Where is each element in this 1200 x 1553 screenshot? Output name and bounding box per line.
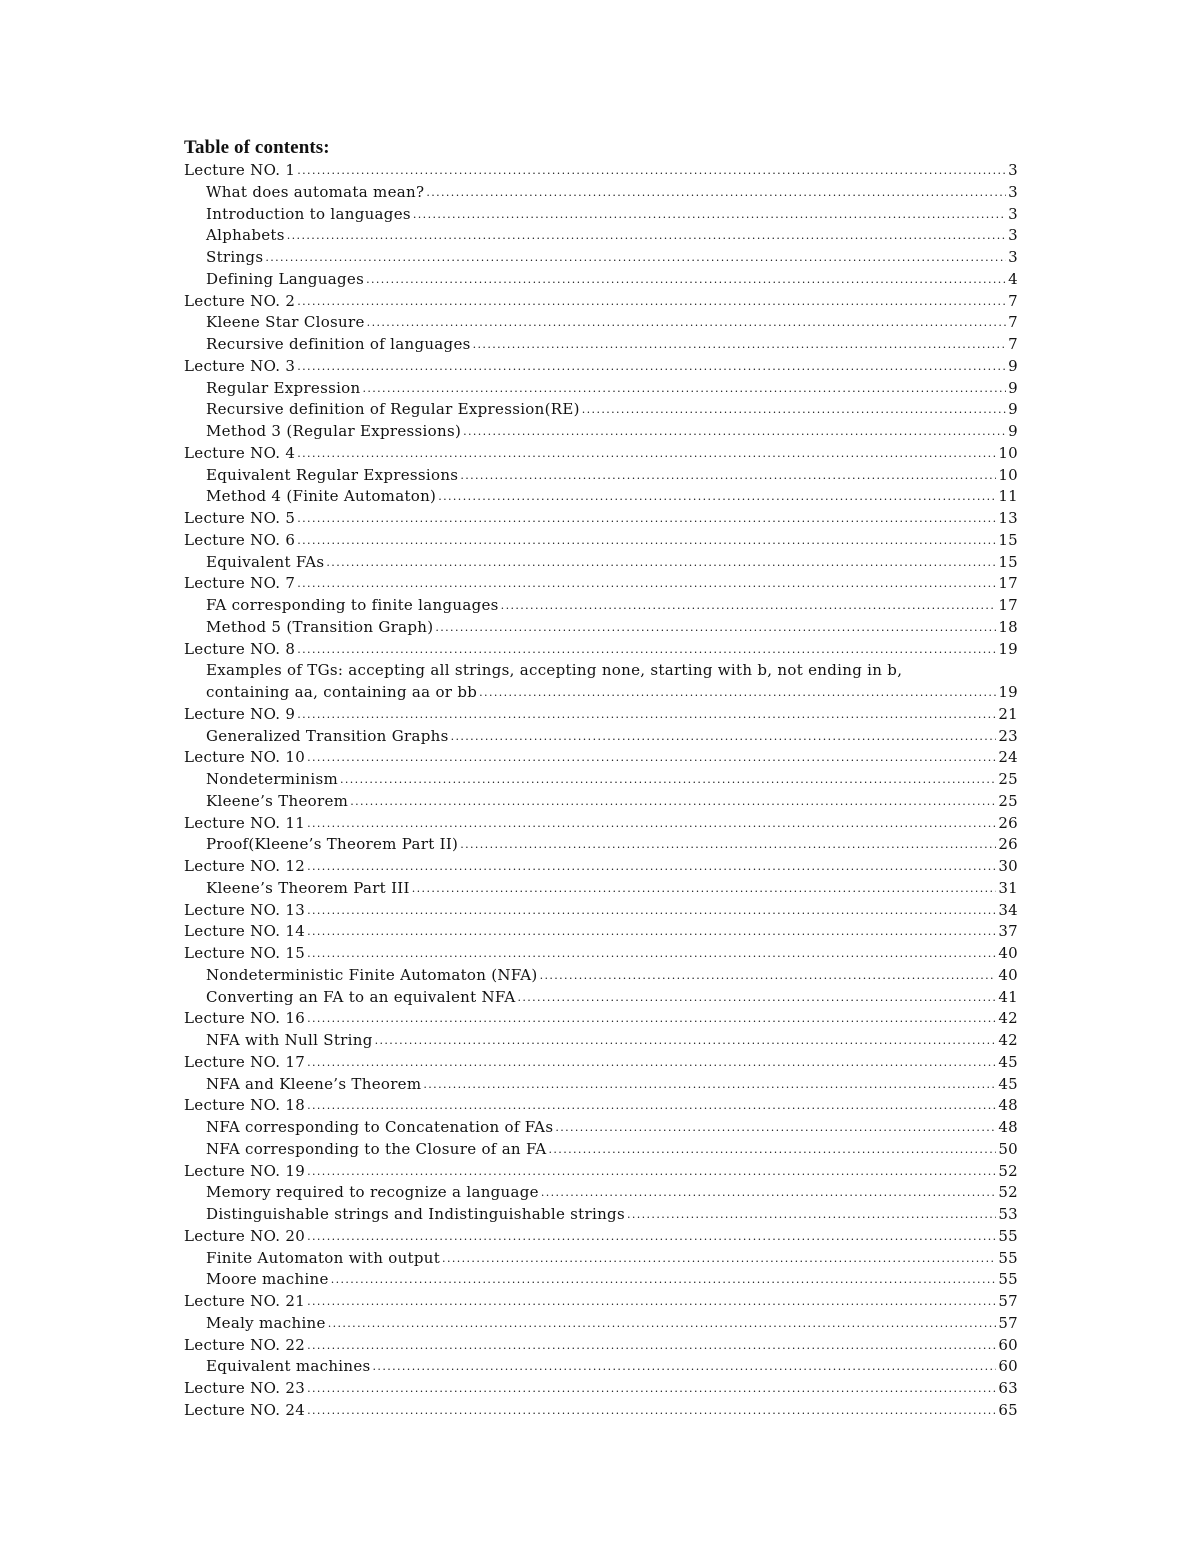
toc-entry-lecture[interactable]: [184, 943, 1018, 965]
toc-entry-label-continued: containing aa, containing aa or bb: [206, 683, 478, 701]
toc-entry-subsection[interactable]: [184, 1204, 1018, 1226]
toc-page-number: 17: [998, 574, 1018, 593]
toc-page-number: 10: [998, 443, 1018, 462]
toc-entry-lecture[interactable]: [184, 704, 1018, 726]
toc-entry-lecture[interactable]: [184, 1291, 1018, 1313]
toc-page-number: 24: [998, 748, 1018, 767]
toc-page-number: 52: [998, 1183, 1018, 1202]
toc-entry-label: Lecture NO. 24: [184, 1400, 306, 1419]
dot-leader: [463, 420, 1006, 443]
dot-leader: [367, 311, 1006, 334]
dot-leader: [297, 159, 1006, 182]
toc-entry-subsection[interactable]: [184, 769, 1018, 791]
toc-page-number: 9: [1008, 378, 1018, 397]
toc-entry-lecture[interactable]: [184, 1161, 1018, 1183]
toc-entry-lecture[interactable]: [184, 921, 1018, 943]
toc-entry-label: Lecture NO. 16: [184, 1009, 306, 1028]
toc-page-number: 65: [998, 1400, 1018, 1419]
toc-entry-lecture[interactable]: [184, 160, 1018, 182]
toc-entry-label: Lecture NO. 2: [184, 291, 296, 310]
dot-leader: [473, 333, 1007, 356]
dot-leader: [362, 377, 1006, 400]
dot-leader: [307, 1007, 996, 1030]
toc-page-number: 40: [998, 944, 1018, 962]
toc-entry-lecture[interactable]: [184, 1095, 1018, 1117]
toc-page-number: 3: [1008, 204, 1018, 223]
toc-entry-subsection[interactable]: [184, 791, 1018, 813]
toc-entry-subsection[interactable]: [184, 421, 1018, 443]
document-page: [184, 136, 1018, 1422]
toc-entry-label: Alphabets: [206, 226, 285, 245]
toc-page-number: 60: [998, 1357, 1018, 1376]
dot-leader: [307, 920, 996, 943]
toc-entry-label: Lecture NO. 9: [184, 704, 296, 723]
toc-page-number: 3: [1008, 248, 1018, 266]
dot-leader: [307, 1290, 996, 1313]
dot-leader: [307, 1399, 996, 1422]
dot-leader: [366, 268, 1006, 291]
dot-leader: [287, 224, 1006, 247]
toc-entry-label: Nondeterministic Finite Automaton (NFA): [206, 965, 538, 984]
toc-entry-subsection[interactable]: [184, 552, 1018, 574]
toc-entry-subsection[interactable]: [184, 617, 1018, 639]
toc-page-number: 55: [998, 1226, 1018, 1245]
toc-page-number: 60: [998, 1335, 1018, 1354]
toc-page-number: 7: [1008, 335, 1018, 353]
toc-page-number: 63: [998, 1379, 1018, 1397]
toc-title: Table of contents:: [184, 137, 330, 158]
toc-page-number: 31: [998, 878, 1018, 897]
toc-entry-label: Lecture NO. 5: [184, 509, 296, 527]
dot-leader: [307, 899, 996, 922]
toc-entry-subsection[interactable]: [184, 378, 1018, 400]
toc-page-number: 3: [1008, 226, 1018, 245]
toc-entry-label: Lecture NO. 6: [184, 530, 296, 549]
toc-entry-lecture[interactable]: [184, 573, 1018, 595]
toc-entry-lecture[interactable]: [184, 1378, 1018, 1400]
toc-entry-lecture[interactable]: [184, 356, 1018, 378]
toc-entry-label: NFA and Kleene’s Theorem: [206, 1074, 422, 1093]
toc-page-number: 25: [998, 791, 1018, 810]
dot-leader: [265, 246, 1006, 269]
toc-entry-label: Lecture NO. 14: [184, 922, 306, 941]
dot-leader: [307, 1094, 996, 1117]
dot-leader: [540, 964, 997, 987]
dot-leader: [375, 1029, 997, 1052]
toc-page-number: 52: [998, 1161, 1018, 1180]
toc-entry-label: Memory required to recognize a language: [206, 1183, 539, 1202]
toc-entry-label: Equivalent machines: [206, 1357, 371, 1376]
toc-entry-label: Generalized Transition Graphs: [206, 726, 449, 745]
toc-entry-label: Lecture NO. 19: [184, 1161, 306, 1180]
toc-entry-subsection[interactable]: [184, 660, 1018, 704]
toc-entry-label: Method 5 (Transition Graph): [206, 617, 434, 636]
toc-page-number: 50: [998, 1139, 1018, 1158]
dot-leader: [479, 681, 996, 704]
toc-page-number: 13: [998, 509, 1018, 527]
toc-entry-subsection[interactable]: [184, 225, 1018, 247]
toc-page-number: 53: [998, 1205, 1018, 1223]
toc-entry-label: Equivalent FAs: [206, 552, 325, 571]
toc-entry-subsection[interactable]: [184, 595, 1018, 617]
toc-entry-subsection[interactable]: [184, 334, 1018, 356]
toc-entry-subsection[interactable]: [184, 878, 1018, 900]
toc-entry-label: Lecture NO. 3: [184, 356, 296, 375]
dot-leader: [438, 485, 996, 508]
toc-entry-lecture[interactable]: [184, 530, 1018, 552]
toc-entry-label: Lecture NO. 17: [184, 1052, 306, 1071]
toc-page-number: 48: [998, 1096, 1018, 1115]
toc-entry-lecture[interactable]: [184, 813, 1018, 835]
dot-leader: [555, 1116, 996, 1139]
toc-entry-label: FA corresponding to finite languages: [206, 596, 499, 614]
toc-entry-subsection[interactable]: [184, 247, 1018, 269]
toc-entry-lecture[interactable]: [184, 1226, 1018, 1248]
toc-entry-label: Kleene’s Theorem: [206, 791, 349, 810]
dot-leader: [582, 398, 1006, 421]
toc-entry-subsection[interactable]: [184, 987, 1018, 1009]
toc-entry-label: What does automata mean?: [206, 182, 425, 201]
dot-leader: [412, 877, 997, 900]
toc-entry-subsection[interactable]: [184, 1356, 1018, 1378]
dot-leader: [451, 725, 997, 748]
dot-leader: [331, 1268, 997, 1291]
toc-entry-label: Lecture NO. 15: [184, 944, 306, 962]
toc-entry-subsection[interactable]: [184, 1030, 1018, 1052]
dot-leader: [307, 1377, 996, 1400]
toc-entry-lecture[interactable]: [184, 1052, 1018, 1074]
toc-entry-lecture[interactable]: [184, 508, 1018, 530]
dot-leader: [460, 464, 996, 487]
toc-entry-label: Moore machine: [206, 1270, 329, 1289]
toc-entry-label: Mealy machine: [206, 1313, 326, 1332]
toc-page-number: 48: [998, 1118, 1018, 1136]
dot-leader: [307, 942, 996, 965]
toc-page-number: 23: [998, 726, 1018, 745]
toc-page-number: 19: [998, 683, 1018, 701]
toc-page-number: 9: [1008, 356, 1018, 375]
dot-leader: [627, 1203, 996, 1226]
toc-page-number: 7: [1008, 313, 1018, 332]
dot-leader: [297, 572, 996, 595]
dot-leader: [297, 507, 996, 530]
toc-entry-lecture[interactable]: [184, 747, 1018, 769]
toc-page-number: 19: [998, 639, 1018, 658]
toc-page-number: 57: [998, 1292, 1018, 1310]
toc-entry-label: Lecture NO. 12: [184, 857, 306, 875]
toc-page-number: 9: [1008, 400, 1018, 419]
toc-entry-label: Lecture NO. 20: [184, 1226, 306, 1245]
toc-page-number: 37: [998, 922, 1018, 941]
toc-entry-label: Kleene Star Closure: [206, 313, 365, 332]
dot-leader: [541, 1181, 996, 1204]
dot-leader: [297, 442, 996, 465]
dot-leader: [307, 746, 996, 769]
toc-entry-label: Lecture NO. 13: [184, 900, 306, 919]
toc-entry-lecture[interactable]: [184, 1400, 1018, 1422]
dot-leader: [307, 1051, 996, 1074]
dot-leader: [307, 1225, 996, 1248]
toc-page-number: 11: [998, 487, 1018, 506]
toc-entry-subsection[interactable]: [184, 1074, 1018, 1096]
toc-page-number: 26: [998, 835, 1018, 854]
toc-entry-label: Kleene’s Theorem Part III: [206, 878, 410, 897]
toc-entry-subsection[interactable]: [184, 1269, 1018, 1291]
toc-entry-label: Method 3 (Regular Expressions): [206, 422, 462, 440]
toc-page-number: 45: [998, 1074, 1018, 1093]
dot-leader: [413, 203, 1006, 226]
toc-entry-label: Lecture NO. 7: [184, 574, 296, 593]
toc-entry-lecture[interactable]: [184, 639, 1018, 661]
dot-leader: [373, 1355, 997, 1378]
toc-page-number: 41: [998, 987, 1018, 1006]
toc-page-number: 57: [998, 1313, 1018, 1332]
toc-entry-label: Lecture NO. 8: [184, 639, 296, 658]
dot-leader: [297, 529, 996, 552]
toc-page-number: 9: [1008, 422, 1018, 440]
toc-entry-subsection[interactable]: [184, 1182, 1018, 1204]
toc-page-number: 26: [998, 813, 1018, 832]
toc-entry-continuation: [206, 682, 1018, 704]
toc-entry-subsection[interactable]: [184, 269, 1018, 291]
toc-entry-label: NFA with Null String: [206, 1031, 373, 1049]
toc-entry-subsection[interactable]: [184, 834, 1018, 856]
toc-entry-label: Equivalent Regular Expressions: [206, 465, 459, 484]
toc-page-number: 42: [998, 1031, 1018, 1049]
dot-leader: [297, 290, 1006, 313]
toc-entry-lecture[interactable]: [184, 291, 1018, 313]
dot-leader: [423, 1073, 996, 1096]
toc-entry-label: Nondeterminism: [206, 770, 338, 788]
toc-entry-label: Recursive definition of Regular Expression(RE): [206, 400, 580, 419]
dot-leader: [460, 833, 996, 856]
toc-page-number: 25: [998, 770, 1018, 788]
toc-entry-subsection[interactable]: [184, 726, 1018, 748]
toc-entry-subsection[interactable]: [184, 1139, 1018, 1161]
dot-leader: [501, 594, 997, 617]
toc-page-number: 3: [1008, 161, 1018, 179]
dot-leader: [307, 812, 996, 835]
toc-entry-label: Lecture NO. 18: [184, 1096, 306, 1115]
toc-entry-label: Lecture NO. 11: [184, 813, 306, 832]
dot-leader: [549, 1138, 997, 1161]
toc-entry-label: Introduction to languages: [206, 204, 411, 223]
toc-entry-subsection[interactable]: [184, 312, 1018, 334]
toc-page-number: 15: [998, 552, 1018, 571]
dot-leader: [350, 790, 996, 813]
toc-page-number: 10: [998, 465, 1018, 484]
toc-page-number: 18: [998, 617, 1018, 636]
toc-entry-label: Regular Expression: [206, 378, 361, 397]
toc-entry-subsection[interactable]: [184, 204, 1018, 226]
toc-entry-subsection[interactable]: [184, 465, 1018, 487]
toc-entry-label: Recursive definition of languages: [206, 335, 471, 353]
toc-entry-label: NFA corresponding to Concatenation of FAs: [206, 1118, 554, 1136]
toc-entry-subsection[interactable]: [184, 1117, 1018, 1139]
dot-leader: [340, 768, 996, 791]
toc-entry-subsection[interactable]: [184, 486, 1018, 508]
toc-page-number: 17: [998, 596, 1018, 614]
dot-leader: [297, 638, 996, 661]
dot-leader: [307, 1334, 996, 1357]
toc-entry-label: Strings: [206, 248, 264, 266]
toc-entry-subsection[interactable]: [184, 399, 1018, 421]
toc-page-number: 45: [998, 1052, 1018, 1071]
toc-entry-label: Lecture NO. 22: [184, 1335, 306, 1354]
toc-entry-label: Examples of TGs: accepting all strings, accepting none, starting with b, not ending in b,: [206, 661, 903, 680]
dot-leader: [328, 1312, 997, 1335]
toc-page-number: 42: [998, 1009, 1018, 1028]
toc-entry-label: Method 4 (Finite Automaton): [206, 487, 437, 506]
toc-list: [184, 160, 1018, 1422]
toc-entry-label: Defining Languages: [206, 269, 365, 288]
toc-entry-subsection[interactable]: [184, 1313, 1018, 1335]
toc-entry-label: Lecture NO. 23: [184, 1379, 306, 1397]
toc-page-number: 15: [998, 530, 1018, 549]
dot-leader: [517, 986, 996, 1009]
toc-page-number: 40: [998, 965, 1018, 984]
toc-entry-label: Lecture NO. 10: [184, 748, 306, 767]
toc-entry-lecture[interactable]: [184, 443, 1018, 465]
toc-entry-label: Converting an FA to an equivalent NFA: [206, 987, 516, 1006]
dot-leader: [297, 355, 1006, 378]
toc-entry-label: Proof(Kleene’s Theorem Part II): [206, 835, 459, 854]
toc-entry-lecture[interactable]: [184, 856, 1018, 878]
toc-page-number: 4: [1008, 269, 1018, 288]
toc-entry-subsection[interactable]: [184, 965, 1018, 987]
toc-entry-label: Lecture NO. 4: [184, 443, 296, 462]
toc-entry-label: NFA corresponding to the Closure of an FA: [206, 1139, 547, 1158]
dot-leader: [307, 1160, 996, 1183]
toc-page-number: 7: [1008, 291, 1018, 310]
toc-page-number: 55: [998, 1270, 1018, 1289]
toc-entry-label: Finite Automaton with output: [206, 1248, 441, 1267]
dot-leader: [442, 1247, 996, 1270]
toc-page-number: 30: [998, 857, 1018, 875]
dot-leader: [326, 551, 996, 574]
toc-entry-label: Lecture NO. 21: [184, 1292, 306, 1310]
toc-page-number: 3: [1008, 182, 1018, 201]
toc-entry-label: Lecture NO. 1: [184, 161, 296, 179]
toc-entry-lecture[interactable]: [184, 1008, 1018, 1030]
toc-entry-label: Distinguishable strings and Indistinguishable strings: [206, 1205, 625, 1223]
dot-leader: [435, 616, 996, 639]
dot-leader: [307, 855, 996, 878]
toc-page-number: 34: [998, 900, 1018, 919]
toc-page-number: 55: [998, 1248, 1018, 1267]
dot-leader: [426, 181, 1006, 204]
toc-page-number: 21: [998, 704, 1018, 723]
toc-entry-lecture[interactable]: [184, 900, 1018, 922]
toc-entry-subsection[interactable]: [184, 182, 1018, 204]
dot-leader: [297, 703, 996, 726]
toc-entry-lecture[interactable]: [184, 1335, 1018, 1357]
toc-entry-subsection[interactable]: [184, 1248, 1018, 1270]
